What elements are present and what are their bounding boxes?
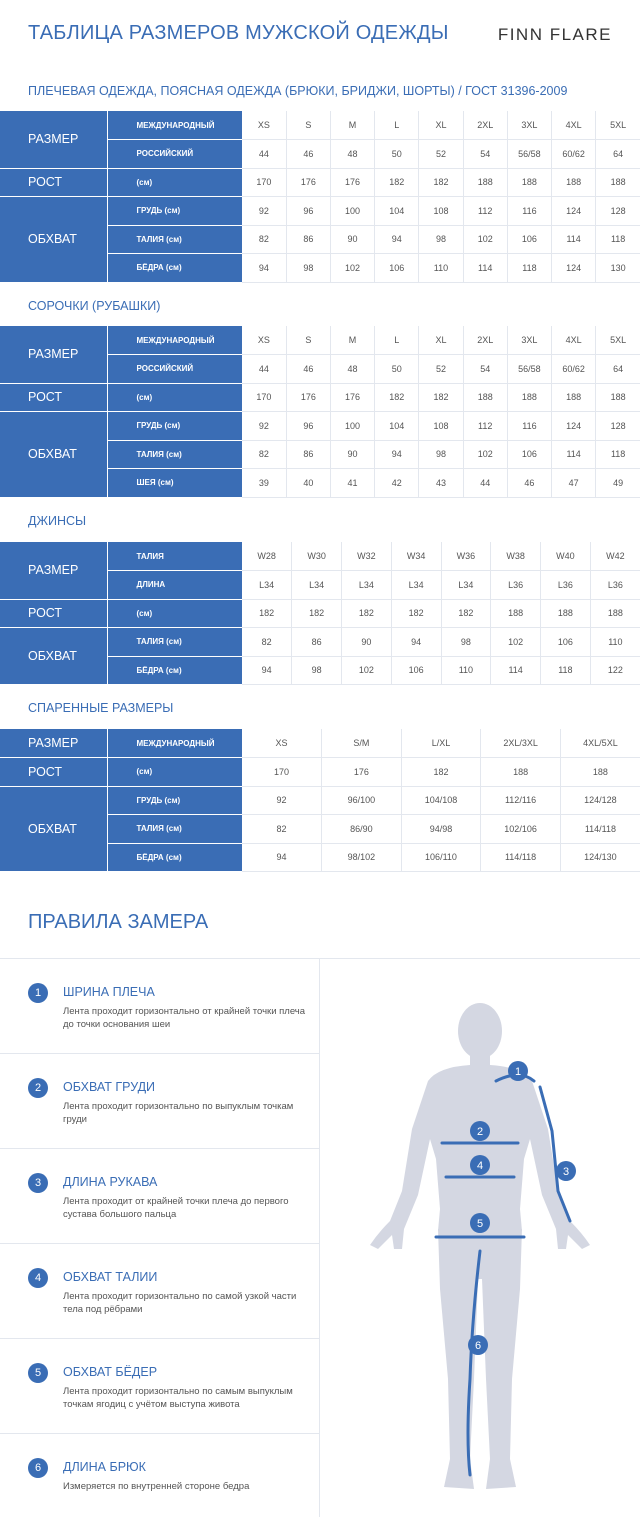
table-cell: 176	[322, 758, 402, 787]
row-label: РОССИЙСКИЙ	[107, 355, 242, 384]
table-cell: W32	[342, 542, 392, 571]
table-cell: 118	[541, 656, 591, 685]
table-cell: 2XL/3XL	[481, 729, 561, 758]
table-cell: 56/58	[507, 355, 551, 384]
table-cell: 108	[419, 412, 463, 441]
table-cell: 48	[330, 140, 374, 169]
table-row	[0, 412, 640, 441]
table-cell: 188	[507, 168, 551, 197]
row-label: МЕЖДУНАРОДНЫЙ	[107, 729, 242, 758]
group-label: РОСТ	[0, 599, 107, 628]
table-cell: 47	[552, 469, 596, 498]
row-label: (см)	[107, 168, 242, 197]
table-cell: 188	[481, 758, 561, 787]
rule-item	[0, 1244, 320, 1339]
table-cell: 188	[560, 758, 640, 787]
size-table-jeans	[0, 542, 640, 685]
table-cell: 43	[419, 469, 463, 498]
group-label: РАЗМЕР	[0, 111, 107, 168]
table-cell: 54	[463, 140, 507, 169]
row-label: ТАЛИЯ	[107, 542, 242, 571]
table-cell: 118	[596, 225, 640, 254]
table-cell: XS	[242, 326, 286, 355]
table-cell: 52	[419, 140, 463, 169]
group-label: ОБХВАТ	[0, 786, 107, 872]
table-cell: 182	[292, 599, 342, 628]
row-label: РОССИЙСКИЙ	[107, 140, 242, 169]
table-cell: 124/130	[560, 843, 640, 872]
table-cell: 64	[596, 355, 640, 384]
table-cell: L34	[441, 571, 491, 600]
section-title-shirts: СОРОЧКИ (РУБАШКИ)	[28, 299, 161, 313]
table-cell: L	[375, 111, 419, 140]
section-title-outerwear: ПЛЕЧЕВАЯ ОДЕЖДА, ПОЯСНАЯ ОДЕЖДА (БРЮКИ, БРИДЖИ, ШОРТЫ) / ГОСТ 31396-2009	[28, 84, 568, 98]
row-label: ГРУДЬ (см)	[107, 786, 242, 815]
table-cell: 94	[242, 656, 292, 685]
table-cell: 82	[242, 815, 322, 844]
table-cell: 170	[242, 758, 322, 787]
rule-description: Лента проходит горизонтально по выпуклым точкам груди	[63, 1101, 294, 1125]
group-label: РОСТ	[0, 168, 107, 197]
table-cell: 112	[463, 412, 507, 441]
table-cell: 112/116	[481, 786, 561, 815]
table-cell: 86	[286, 440, 330, 469]
table-cell: 86	[286, 225, 330, 254]
table-cell: 96/100	[322, 786, 402, 815]
brand-logo: FINN FLARE	[497, 25, 612, 44]
table-cell: 52	[419, 355, 463, 384]
table-cell: 110	[590, 628, 640, 657]
table-row	[0, 326, 640, 355]
table-cell: 188	[463, 383, 507, 412]
table-cell: 106	[375, 254, 419, 283]
table-cell: W40	[541, 542, 591, 571]
step-number-badge: 5	[28, 1363, 48, 1383]
table-cell: 96	[286, 197, 330, 226]
group-label: ОБХВАТ	[0, 628, 107, 685]
step-number-badge: 6	[28, 1458, 48, 1478]
table-row	[0, 758, 640, 787]
table-cell: 106/110	[401, 843, 481, 872]
table-row	[0, 628, 640, 657]
marker-label: 2	[476, 1126, 484, 1138]
table-cell: 106	[541, 628, 591, 657]
row-label: ГРУДЬ (см)	[107, 197, 242, 226]
table-cell: 182	[242, 599, 292, 628]
table-cell: 3XL	[507, 326, 551, 355]
row-label: ТАЛИЯ (см)	[107, 628, 242, 657]
table-cell: 4XL/5XL	[560, 729, 640, 758]
table-cell: 64	[596, 140, 640, 169]
table-cell: 94	[242, 843, 322, 872]
table-cell: 94	[242, 254, 286, 283]
table-cell: 122	[590, 656, 640, 685]
table-cell: 98	[441, 628, 491, 657]
table-cell: 176	[286, 383, 330, 412]
rule-item	[0, 1434, 320, 1529]
table-cell: W30	[292, 542, 342, 571]
row-label: ТАЛИЯ (см)	[107, 440, 242, 469]
table-cell: 98/102	[322, 843, 402, 872]
table-cell: 102	[463, 440, 507, 469]
row-label: БЁДРА (см)	[107, 656, 242, 685]
table-cell: XS	[242, 111, 286, 140]
table-cell: 182	[375, 383, 419, 412]
table-cell: L/XL	[401, 729, 481, 758]
table-cell: 4XL	[552, 111, 596, 140]
marker-label: 6	[474, 1340, 482, 1352]
table-cell: 50	[375, 140, 419, 169]
table-cell: 170	[242, 168, 286, 197]
table-cell: 46	[286, 140, 330, 169]
table-cell: 41	[330, 469, 374, 498]
row-label: (см)	[107, 758, 242, 787]
marker-label: 1	[514, 1066, 522, 1078]
table-cell: 44	[242, 355, 286, 384]
table-cell: 98	[292, 656, 342, 685]
table-cell: 94	[375, 440, 419, 469]
table-cell: 124	[552, 254, 596, 283]
table-cell: S	[286, 326, 330, 355]
table-cell: 5XL	[596, 326, 640, 355]
table-cell: 110	[441, 656, 491, 685]
rule-description: Лента проходит горизонтально по самой узкой части тела под рёбрами	[63, 1291, 297, 1315]
table-cell: 46	[507, 469, 551, 498]
table-cell: 188	[552, 383, 596, 412]
table-cell: 92	[242, 197, 286, 226]
table-cell: 102	[342, 656, 392, 685]
table-cell: 188	[590, 599, 640, 628]
step-number-badge: 4	[28, 1268, 48, 1288]
table-cell: L36	[590, 571, 640, 600]
table-row	[0, 197, 640, 226]
row-label: МЕЖДУНАРОДНЫЙ	[107, 111, 242, 140]
table-cell: 94	[375, 225, 419, 254]
table-cell: 4XL	[552, 326, 596, 355]
table-cell: L34	[242, 571, 292, 600]
row-label: ТАЛИЯ (см)	[107, 225, 242, 254]
size-table-outerwear	[0, 111, 640, 283]
table-row	[0, 786, 640, 815]
table-cell: 124	[552, 197, 596, 226]
table-cell: 94	[391, 628, 441, 657]
step-number-badge: 2	[28, 1078, 48, 1098]
table-cell: L34	[391, 571, 441, 600]
rule-item	[0, 1149, 320, 1244]
table-cell: 176	[286, 168, 330, 197]
table-cell: 116	[507, 412, 551, 441]
table-cell: 182	[441, 599, 491, 628]
table-cell: W28	[242, 542, 292, 571]
rule-description: Лента проходит от крайней точки плеча до первого сустава большого пальца	[63, 1196, 289, 1220]
section-title-jeans: ДЖИНСЫ	[28, 514, 87, 528]
table-cell: 188	[552, 168, 596, 197]
step-number-badge: 3	[28, 1173, 48, 1193]
table-cell: XL	[419, 111, 463, 140]
table-cell: 124	[552, 412, 596, 441]
row-label: ДЛИНА	[107, 571, 242, 600]
rule-description: Измеряется по внутренней стороне бедра	[63, 1481, 250, 1492]
step-number-badge: 1	[28, 983, 48, 1003]
group-label: РАЗМЕР	[0, 542, 107, 599]
table-cell: 106	[507, 225, 551, 254]
table-cell: 104	[375, 412, 419, 441]
body-measurement-figure	[320, 958, 640, 1517]
table-cell: 60/62	[552, 355, 596, 384]
table-cell: 104/108	[401, 786, 481, 815]
size-table-shirts	[0, 326, 640, 498]
table-cell: 90	[330, 440, 374, 469]
table-cell: 2XL	[463, 111, 507, 140]
table-cell: 182	[401, 758, 481, 787]
table-cell: M	[330, 326, 374, 355]
rule-title: ДЛИНА БРЮК	[63, 1460, 146, 1474]
table-cell: 90	[330, 225, 374, 254]
table-cell: 102	[330, 254, 374, 283]
rules-title: ПРАВИЛА ЗАМЕРА	[28, 911, 209, 933]
rule-description: Лента проходит горизонтально от крайней точки плеча до точки основания шеи	[63, 1006, 306, 1030]
row-label: ШЕЯ (см)	[107, 469, 242, 498]
table-cell: 114/118	[481, 843, 561, 872]
table-cell: 114	[491, 656, 541, 685]
table-cell: 182	[419, 383, 463, 412]
table-cell: 3XL	[507, 111, 551, 140]
table-cell: L34	[292, 571, 342, 600]
table-cell: XS	[242, 729, 322, 758]
row-label: БЁДРА (см)	[107, 843, 242, 872]
table-cell: 98	[419, 440, 463, 469]
row-label: (см)	[107, 383, 242, 412]
table-cell: 42	[375, 469, 419, 498]
table-row	[0, 168, 640, 197]
table-cell: 188	[596, 168, 640, 197]
table-cell: 44	[242, 140, 286, 169]
table-cell: 39	[242, 469, 286, 498]
table-cell: 48	[330, 355, 374, 384]
table-cell: 40	[286, 469, 330, 498]
table-cell: 100	[330, 412, 374, 441]
table-cell: XL	[419, 326, 463, 355]
table-cell: 82	[242, 628, 292, 657]
table-cell: M	[330, 111, 374, 140]
human-silhouette-icon	[320, 959, 640, 1518]
table-cell: 176	[330, 383, 374, 412]
table-cell: 188	[491, 599, 541, 628]
table-cell: 102	[463, 225, 507, 254]
table-cell: 114	[463, 254, 507, 283]
table-cell: 82	[242, 440, 286, 469]
rule-title: ОБХВАТ БЁДЕР	[63, 1365, 158, 1379]
header	[0, 0, 640, 80]
table-cell: 118	[596, 440, 640, 469]
table-cell: 86	[292, 628, 342, 657]
table-row	[0, 383, 640, 412]
table-cell: 98	[419, 225, 463, 254]
table-cell: 188	[507, 383, 551, 412]
table-cell: 112	[463, 197, 507, 226]
rule-description: Лента проходит горизонтально по самым выпуклым точкам ягодиц с учётом выступа живота	[63, 1386, 293, 1410]
table-cell: 182	[342, 599, 392, 628]
rule-title: ОБХВАТ ТАЛИИ	[63, 1270, 158, 1284]
table-cell: 92	[242, 412, 286, 441]
table-cell: 50	[375, 355, 419, 384]
table-cell: 46	[286, 355, 330, 384]
group-label: РОСТ	[0, 383, 107, 412]
table-cell: 54	[463, 355, 507, 384]
marker-label: 4	[476, 1160, 484, 1172]
table-cell: L36	[541, 571, 591, 600]
marker-label: 5	[476, 1218, 484, 1230]
table-cell: 114	[552, 225, 596, 254]
table-cell: L34	[342, 571, 392, 600]
group-label: РАЗМЕР	[0, 326, 107, 383]
group-label: ОБХВАТ	[0, 412, 107, 498]
table-cell: 82	[242, 225, 286, 254]
table-cell: 60/62	[552, 140, 596, 169]
table-cell: 2XL	[463, 326, 507, 355]
row-label: МЕЖДУНАРОДНЫЙ	[107, 326, 242, 355]
table-cell: W34	[391, 542, 441, 571]
marker-label: 3	[562, 1166, 570, 1178]
table-cell: 114	[552, 440, 596, 469]
table-row	[0, 542, 640, 571]
table-cell: 108	[419, 197, 463, 226]
rule-item	[0, 1339, 320, 1434]
size-table-paired	[0, 729, 640, 872]
table-cell: 170	[242, 383, 286, 412]
table-cell: S/M	[322, 729, 402, 758]
table-cell: 92	[242, 786, 322, 815]
row-label: (см)	[107, 599, 242, 628]
table-row	[0, 729, 640, 758]
table-cell: S	[286, 111, 330, 140]
table-cell: 100	[330, 197, 374, 226]
table-cell: L36	[491, 571, 541, 600]
table-cell: 130	[596, 254, 640, 283]
rule-title: ДЛИНА РУКАВА	[63, 1175, 158, 1189]
table-cell: W38	[491, 542, 541, 571]
table-cell: 56/58	[507, 140, 551, 169]
table-cell: L	[375, 326, 419, 355]
table-cell: 49	[596, 469, 640, 498]
rule-item	[0, 959, 320, 1054]
group-label: РОСТ	[0, 758, 107, 787]
table-cell: 90	[342, 628, 392, 657]
table-cell: 86/90	[322, 815, 402, 844]
table-cell: 98	[286, 254, 330, 283]
table-row	[0, 599, 640, 628]
table-cell: 102/106	[481, 815, 561, 844]
table-cell: 182	[375, 168, 419, 197]
rule-title: ШРИНА ПЛЕЧА	[63, 985, 155, 999]
table-cell: 182	[419, 168, 463, 197]
row-label: ТАЛИЯ (см)	[107, 815, 242, 844]
table-cell: 188	[463, 168, 507, 197]
rule-title: ОБХВАТ ГРУДИ	[63, 1080, 156, 1094]
measurement-rules-list	[0, 958, 320, 1517]
table-cell: 118	[507, 254, 551, 283]
table-cell: 94/98	[401, 815, 481, 844]
table-cell: 188	[541, 599, 591, 628]
table-cell: W36	[441, 542, 491, 571]
group-label: ОБХВАТ	[0, 197, 107, 283]
table-cell: 110	[419, 254, 463, 283]
table-cell: 106	[391, 656, 441, 685]
table-cell: 106	[507, 440, 551, 469]
table-cell: 5XL	[596, 111, 640, 140]
section-title-paired: СПАРЕННЫЕ РАЗМЕРЫ	[28, 701, 174, 715]
row-label: БЁДРА (см)	[107, 254, 242, 283]
table-cell: 102	[491, 628, 541, 657]
table-cell: 124/128	[560, 786, 640, 815]
table-cell: 96	[286, 412, 330, 441]
table-cell: 182	[391, 599, 441, 628]
table-cell: 128	[596, 197, 640, 226]
table-cell: 104	[375, 197, 419, 226]
table-cell: 44	[463, 469, 507, 498]
group-label: РАЗМЕР	[0, 729, 107, 758]
page-title: ТАБЛИЦА РАЗМЕРОВ МУЖСКОЙ ОДЕЖДЫ	[28, 22, 449, 44]
rule-item	[0, 1054, 320, 1149]
table-cell: 128	[596, 412, 640, 441]
table-cell: 188	[596, 383, 640, 412]
table-row	[0, 111, 640, 140]
table-cell: 114/118	[560, 815, 640, 844]
table-cell: 176	[330, 168, 374, 197]
row-label: ГРУДЬ (см)	[107, 412, 242, 441]
table-cell: 116	[507, 197, 551, 226]
table-cell: W42	[590, 542, 640, 571]
